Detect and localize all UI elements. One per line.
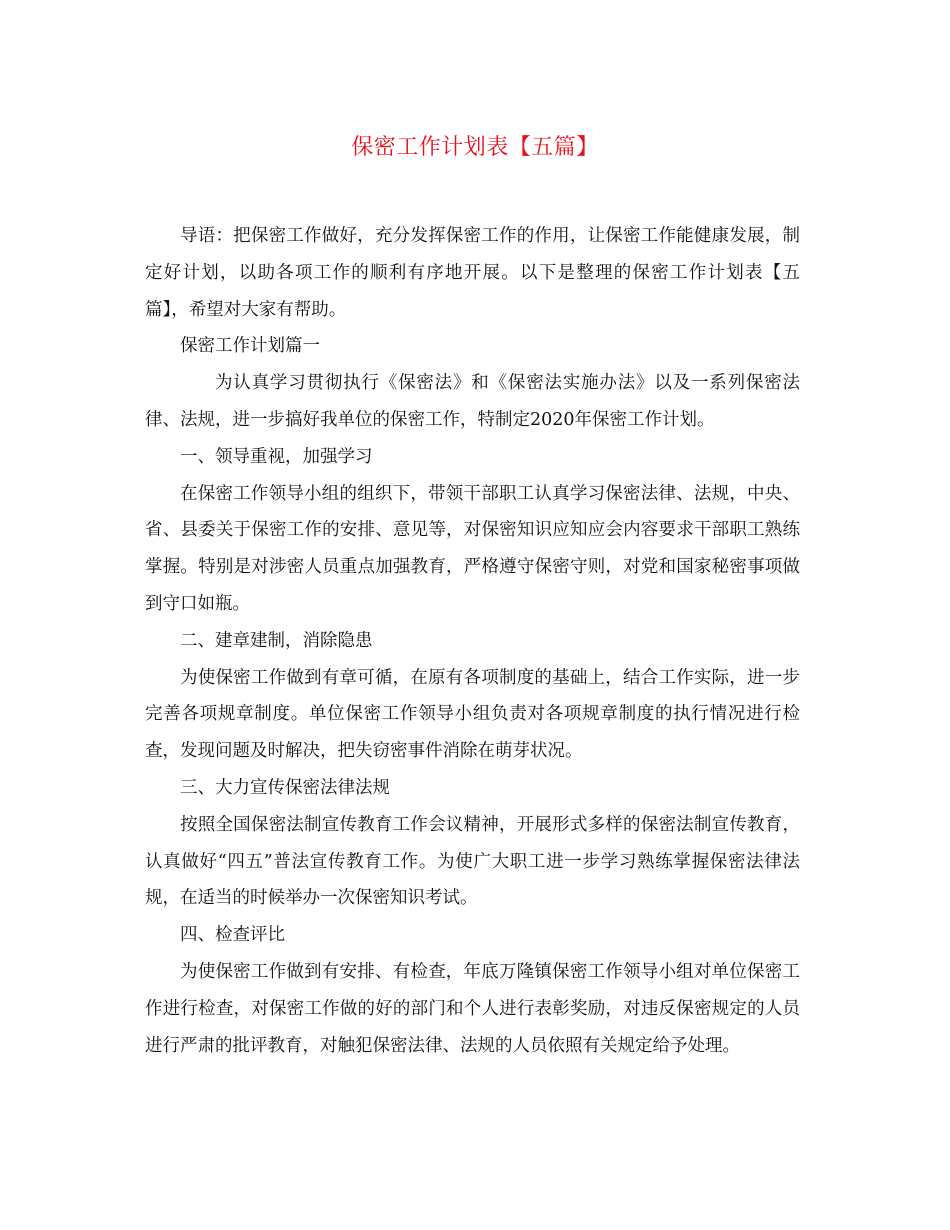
section-1-heading: 一、领导重视，加强学习 — [180, 446, 373, 467]
document-body — [145, 218, 800, 1064]
section-3-body: 按照全国保密法制宣传教育工作会议精神，开展形式多样的保密法制宣传教育，认真做好“四五”普法宣传教育工作。为使广大职工进一步学习熟练掌握保密法律法规，在适当的时候举办一次保密知识考试。 — [145, 814, 800, 909]
part-one-heading: 保密工作计划篇一 — [180, 336, 320, 357]
section-2-heading: 二、建章建制，消除隐患 — [180, 630, 373, 651]
opening-paragraph: 为认真学习贯彻执行《保密法》和《保密法实施办法》以及一系列保密法律、法规，进一步搞好我单位的保密工作，特制定2020年保密工作计划。 — [145, 373, 800, 430]
section-4-heading: 四、检查评比 — [180, 925, 285, 946]
document-title: 保密工作计划表【五篇】 — [351, 135, 599, 160]
section-4-body: 为使保密工作做到有安排、有检查，年底万隆镇保密工作领导小组对单位保密工作进行检查，对保密工作做的好的部门和个人进行表彰奖励，对违反保密规定的人员进行严肃的批评教育，对触犯保密法律、法规的人员依照有关规定给予处理。 — [145, 961, 800, 1056]
section-1-body: 在保密工作领导小组的组织下，带领干部职工认真学习保密法律、法规，中央、省、县委关于保密工作的安排、意见等，对保密知识应知应会内容要求干部职工熟练掌握。特别是对涉密人员重点加强教育，严格遵守保密守则，对党和国家秘密事项做到守口如瓶。 — [145, 483, 800, 614]
section-3-heading: 三、大力宣传保密法律法规 — [180, 777, 390, 798]
section-2-body: 为使保密工作做到有章可循，在原有各项制度的基础上，结合工作实际，进一步完善各项规章制度。单位保密工作领导小组负责对各项规章制度的执行情况进行检查，发现问题及时解决，把失窃密事件消除在萌芽状况。 — [145, 667, 800, 762]
intro-paragraph: 导语：把保密工作做好，充分发挥保密工作的作用，让保密工作能健康发展，制定好计划，以助各项工作的顺利有序地开展。以下是整理的保密工作计划表【五篇】，希望对大家有帮助。 — [145, 226, 800, 320]
